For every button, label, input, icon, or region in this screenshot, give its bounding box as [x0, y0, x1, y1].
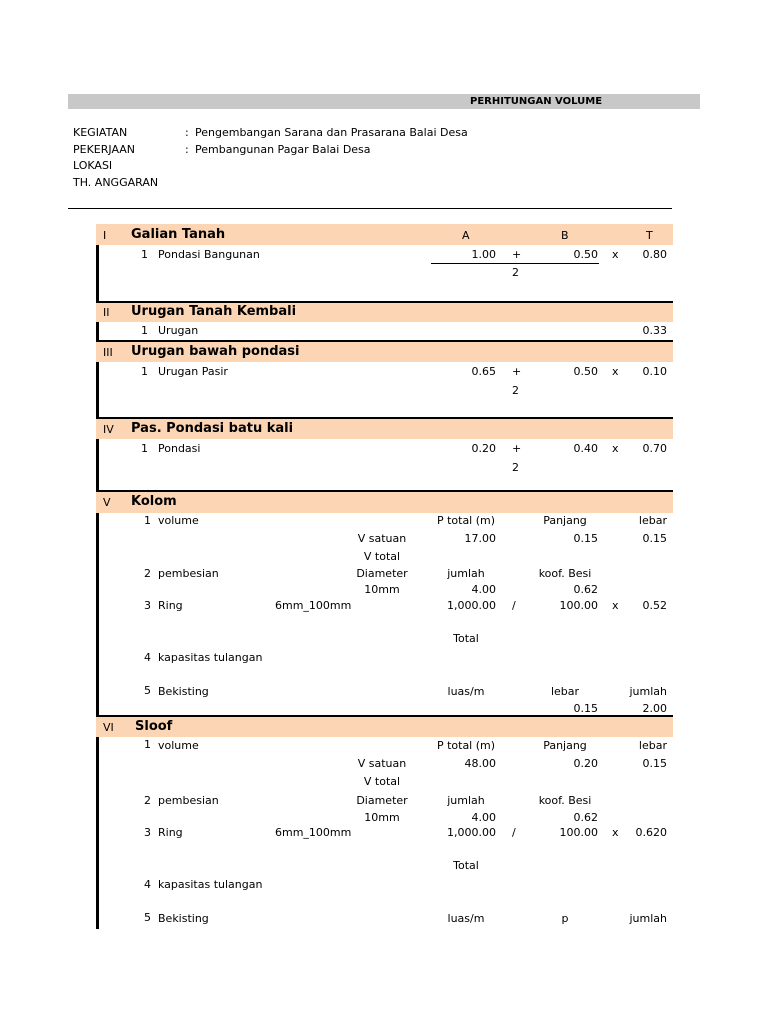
cell-value: 10mm [364, 811, 400, 824]
title-bar [68, 94, 700, 109]
pekerjaan-colon: : [185, 143, 189, 156]
section-title: Galian Tanah [131, 227, 226, 242]
column-header: koof. Besi [538, 567, 592, 580]
cell-value: 0.20 [573, 757, 598, 770]
row-description: Pondasi [158, 442, 201, 455]
row-number: 3 [144, 826, 151, 839]
value-a: 1.00 [471, 248, 496, 261]
times-operator: x [612, 248, 619, 261]
value-t: 0.80 [642, 248, 667, 261]
column-header: luas/m [447, 685, 485, 698]
anggaran-label: TH. ANGGARAN [73, 176, 159, 189]
column-header: Panjang [543, 514, 587, 527]
column-header: lebar [638, 514, 667, 527]
pekerjaan-value: Pembangunan Pagar Balai Desa [195, 143, 371, 156]
row-description: pembesian [158, 794, 219, 807]
row-description: Pondasi Bangunan [158, 248, 260, 261]
row-spec: 6mm_100mm [275, 599, 352, 612]
section-number: IV [103, 423, 114, 436]
total-label: Total [453, 632, 479, 645]
value-b: 0.50 [573, 365, 598, 378]
row-number: 1 [141, 248, 148, 261]
row-spec: 6mm_100mm [275, 826, 352, 839]
cell-value: 4.00 [471, 811, 496, 824]
row-number: 5 [144, 911, 151, 924]
row-number: 5 [144, 684, 151, 697]
cell-value: 2.00 [642, 702, 667, 715]
row-label: V satuan [357, 532, 407, 545]
column-b-header: B [561, 229, 569, 242]
divisor: 2 [512, 384, 519, 397]
section-header-band [96, 492, 673, 513]
cell-value: 0.62 [573, 583, 598, 596]
times-operator: x [612, 826, 619, 839]
lokasi-label: LOKASI [73, 159, 113, 172]
column-header: luas/m [447, 912, 485, 925]
kegiatan-value: Pengembangan Sarana dan Prasarana Balai Desa [195, 126, 468, 139]
value-t: 0.70 [642, 442, 667, 455]
cell-value: 48.00 [464, 757, 496, 770]
column-header: P total (m) [436, 514, 496, 527]
section-number: III [103, 346, 113, 359]
section-number: II [103, 306, 110, 319]
divisor: 2 [512, 266, 519, 279]
column-header: P total (m) [436, 739, 496, 752]
section-number: V [103, 496, 111, 509]
cell-value: 0.620 [635, 826, 667, 839]
row-label: V total [363, 775, 401, 788]
row-number: 1 [141, 365, 148, 378]
value-t: 0.10 [642, 365, 667, 378]
cell-value: 1,000.00 [447, 599, 496, 612]
row-number: 2 [144, 567, 151, 580]
table-left-border [96, 224, 99, 929]
column-header: Diameter [356, 567, 408, 580]
row-description: Bekisting [158, 912, 209, 925]
column-header: lebar [638, 739, 667, 752]
section-title: Urugan bawah pondasi [131, 344, 300, 359]
row-number: 4 [144, 878, 151, 891]
column-header: jumlah [629, 912, 667, 925]
row-description: kapasitas tulangan [158, 651, 263, 664]
fraction-line [431, 263, 599, 264]
row-number: 3 [144, 599, 151, 612]
row-description: Bekisting [158, 685, 209, 698]
plus-operator: + [512, 365, 522, 378]
cell-value: 0.15 [573, 532, 598, 545]
row-number: 1 [144, 738, 151, 751]
row-description: kapasitas tulangan [158, 878, 263, 891]
divide-operator: / [512, 826, 516, 839]
cell-value: 1,000.00 [447, 826, 496, 839]
row-number: 1 [141, 442, 148, 455]
value-b: 0.40 [573, 442, 598, 455]
section-title: Urugan Tanah Kembali [131, 304, 297, 319]
pekerjaan-label: PEKERJAAN [73, 143, 136, 156]
cell-value: 10mm [364, 583, 400, 596]
row-description: Ring [158, 826, 183, 839]
section-number: VI [103, 721, 114, 734]
column-a-header: A [462, 229, 470, 242]
column-header: Panjang [543, 739, 587, 752]
row-description: Ring [158, 599, 183, 612]
total-label: Total [453, 859, 479, 872]
cell-value: 0.52 [642, 599, 667, 612]
times-operator: x [612, 442, 619, 455]
section-header-band [96, 717, 673, 737]
plus-operator: + [512, 248, 522, 261]
row-number: 2 [144, 794, 151, 807]
kegiatan-label: KEGIATAN [73, 126, 128, 139]
row-description: Urugan Pasir [158, 365, 228, 378]
cell-value: 4.00 [471, 583, 496, 596]
row-number: 1 [141, 324, 148, 337]
row-number: 1 [144, 514, 151, 527]
cell-value: 100.00 [559, 599, 598, 612]
section-title: Kolom [131, 494, 177, 509]
column-t-header: T [646, 229, 653, 242]
divisor: 2 [512, 461, 519, 474]
plus-operator: + [512, 442, 522, 455]
row-description: Urugan [158, 324, 199, 337]
cell-value: 17.00 [464, 532, 496, 545]
section-title: Pas. Pondasi batu kali [131, 421, 294, 436]
cell-value: 0.15 [642, 532, 667, 545]
column-header: p [561, 912, 569, 925]
cell-value: 0.15 [573, 702, 598, 715]
column-header: lebar [550, 685, 580, 698]
value-b: 0.50 [573, 248, 598, 261]
row-description: volume [158, 514, 199, 527]
row-description: volume [158, 739, 199, 752]
value-t: 0.33 [642, 324, 667, 337]
value-a: 0.20 [471, 442, 496, 455]
value-a: 0.65 [471, 365, 496, 378]
cell-value: 0.62 [573, 811, 598, 824]
divide-operator: / [512, 599, 516, 612]
column-header: jumlah [629, 685, 667, 698]
cell-value: 100.00 [559, 826, 598, 839]
row-label: V total [363, 550, 401, 563]
times-operator: x [612, 365, 619, 378]
header-divider [68, 208, 672, 209]
kegiatan-colon: : [185, 126, 189, 139]
row-number: 4 [144, 651, 151, 664]
column-header: Diameter [356, 794, 408, 807]
row-label: V satuan [357, 757, 407, 770]
row-description: pembesian [158, 567, 219, 580]
times-operator: x [612, 599, 619, 612]
page-title: PERHITUNGAN VOLUME [470, 96, 603, 107]
section-title: Sloof [135, 719, 173, 734]
section-number: I [103, 229, 107, 242]
column-header: koof. Besi [538, 794, 592, 807]
column-header: jumlah [447, 794, 485, 807]
column-header: jumlah [447, 567, 485, 580]
cell-value: 0.15 [642, 757, 667, 770]
